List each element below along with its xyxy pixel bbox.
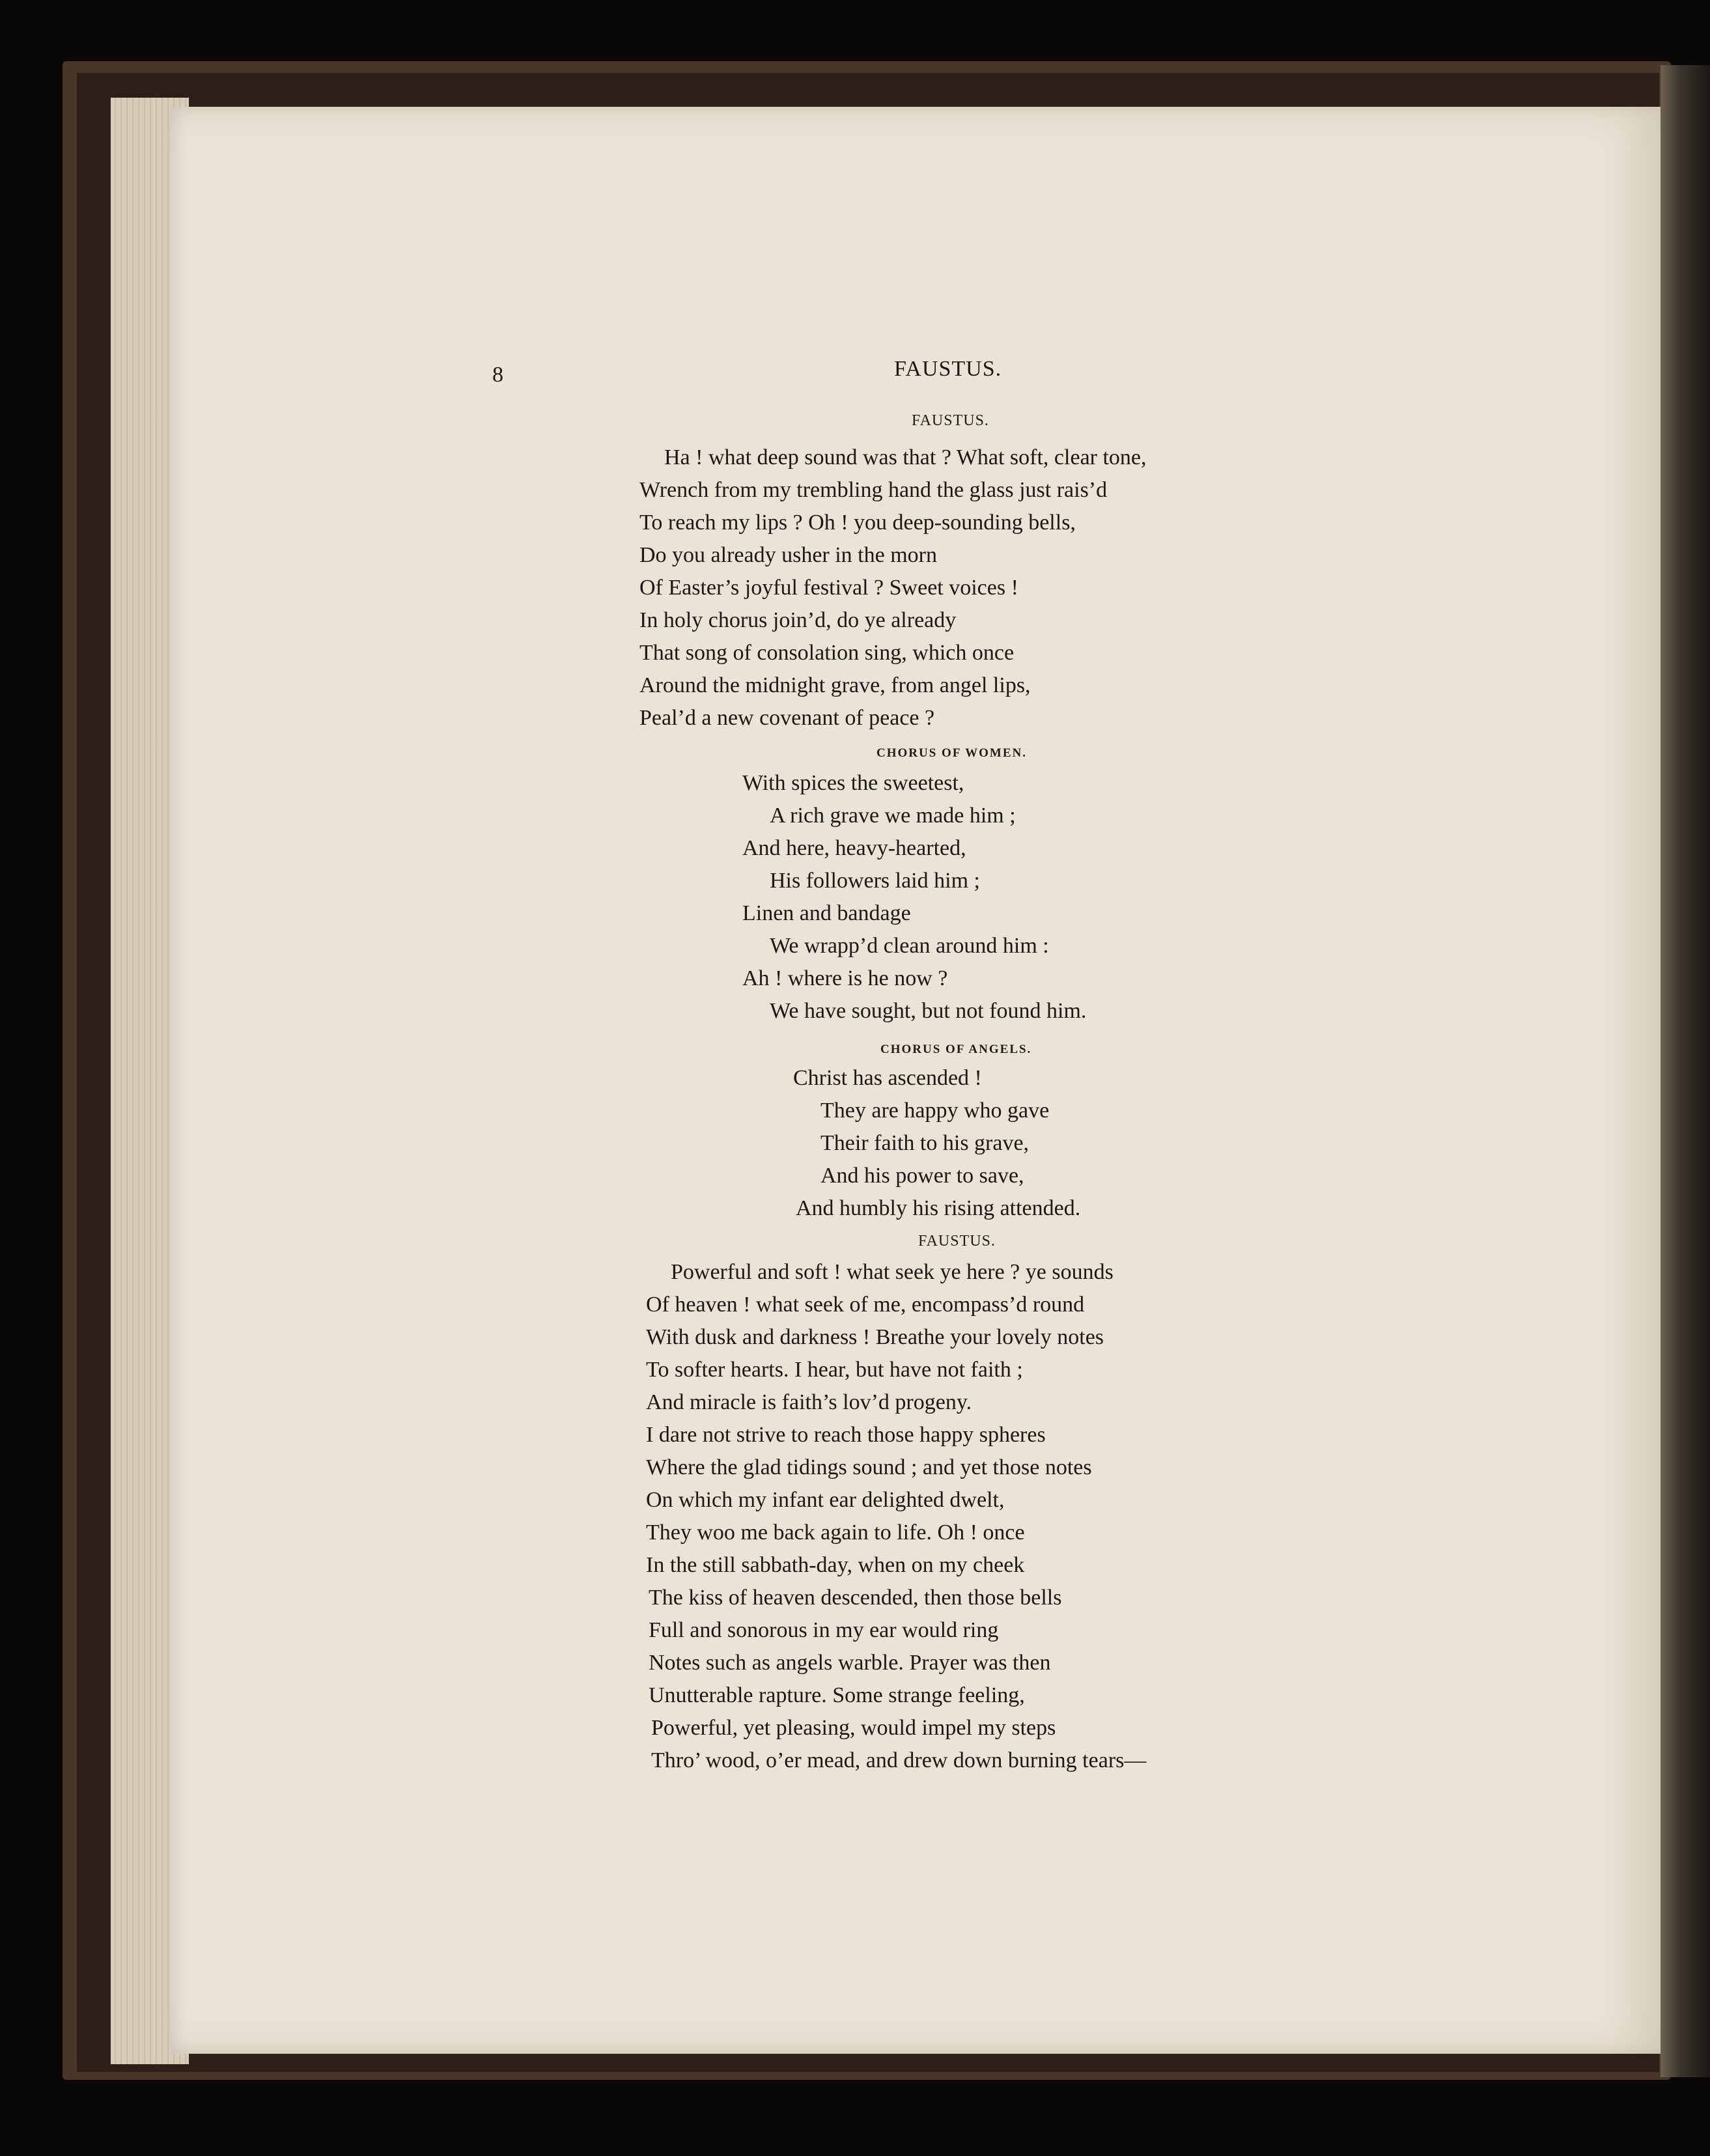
verse-line: Ah ! where is he now ?	[742, 966, 948, 990]
verse-line: We wrapp’d clean around him :	[770, 934, 1049, 958]
verse-line: They are happy who gave	[820, 1099, 1050, 1123]
book-gutter	[1661, 65, 1710, 2077]
verse-line: We have sought, but not found him.	[770, 999, 1087, 1023]
verse-line: And here, heavy-hearted,	[742, 836, 966, 860]
verse-line: That song of consolation sing, which once	[639, 641, 1015, 665]
verse-line: Powerful, yet pleasing, would impel my steps	[651, 1716, 1056, 1740]
verse-line: Do you already usher in the morn	[639, 543, 937, 567]
verse-line: Around the midnight grave, from angel lips,	[639, 673, 1031, 697]
verse-line: Of heaven ! what seek of me, encompass’d round	[646, 1293, 1085, 1317]
verse-line: Where the glad tidings sound ; and yet those notes	[646, 1455, 1092, 1479]
verse-line: Of Easter’s joyful festival ? Sweet voices !	[639, 576, 1018, 600]
running-title: FAUSTUS.	[894, 357, 1002, 381]
chorus-heading-women: CHORUS OF WOMEN.	[876, 746, 1027, 760]
verse-line: With spices the sweetest,	[742, 771, 964, 795]
verse-line: Christ has ascended !	[793, 1066, 982, 1090]
verse-line: His followers laid him ;	[770, 869, 980, 893]
verse-line: To softer hearts. I hear, but have not faith ;	[646, 1358, 1023, 1382]
verse-line: Their faith to his grave,	[820, 1131, 1030, 1155]
verse-line: A rich grave we made him ;	[770, 804, 1016, 828]
verse-line: They woo me back again to life. Oh ! once	[646, 1520, 1025, 1545]
verse-line: Thro’ wood, o’er mead, and drew down burning tears—	[651, 1748, 1147, 1772]
verse-line: Wrench from my trembling hand the glass just rais’d	[639, 478, 1108, 502]
verse-line: The kiss of heaven descended, then those bells	[649, 1586, 1062, 1610]
verse-line: And his power to save,	[820, 1164, 1024, 1188]
verse-line: In holy chorus join’d, do ye already	[639, 608, 957, 632]
verse-line: Unutterable rapture. Some strange feeling,	[649, 1683, 1025, 1707]
verse-line: To reach my lips ? Oh ! you deep-sounding bells,	[639, 511, 1076, 535]
verse-line: Peal’d a new covenant of peace ?	[639, 706, 935, 730]
verse-line: With dusk and darkness ! Breathe your lovely notes	[646, 1325, 1104, 1349]
verse-line: And humbly his rising attended.	[796, 1196, 1081, 1220]
verse-line: And miracle is faith’s lov’d progeny.	[646, 1390, 972, 1414]
verse-line: On which my infant ear delighted dwelt,	[646, 1488, 1005, 1512]
speaker-label-faustus-2: FAUSTUS.	[918, 1233, 996, 1250]
page-number: 8	[492, 363, 503, 387]
verse-line: Powerful and soft ! what seek ye here ? ye sounds	[671, 1260, 1114, 1284]
verse-line: I dare not strive to reach those happy spheres	[646, 1423, 1046, 1447]
verse-line: Full and sonorous in my ear would ring	[649, 1618, 999, 1642]
verse-line: Notes such as angels warble. Prayer was then	[649, 1651, 1051, 1675]
speaker-label-faustus: FAUSTUS.	[912, 412, 989, 429]
verse-line: Ha ! what deep sound was that ? What soft, clear tone,	[664, 445, 1147, 469]
chorus-heading-angels: CHORUS OF ANGELS.	[880, 1043, 1032, 1056]
verse-line: In the still sabbath-day, when on my cheek	[646, 1553, 1025, 1577]
verse-line: Linen and bandage	[742, 901, 911, 925]
